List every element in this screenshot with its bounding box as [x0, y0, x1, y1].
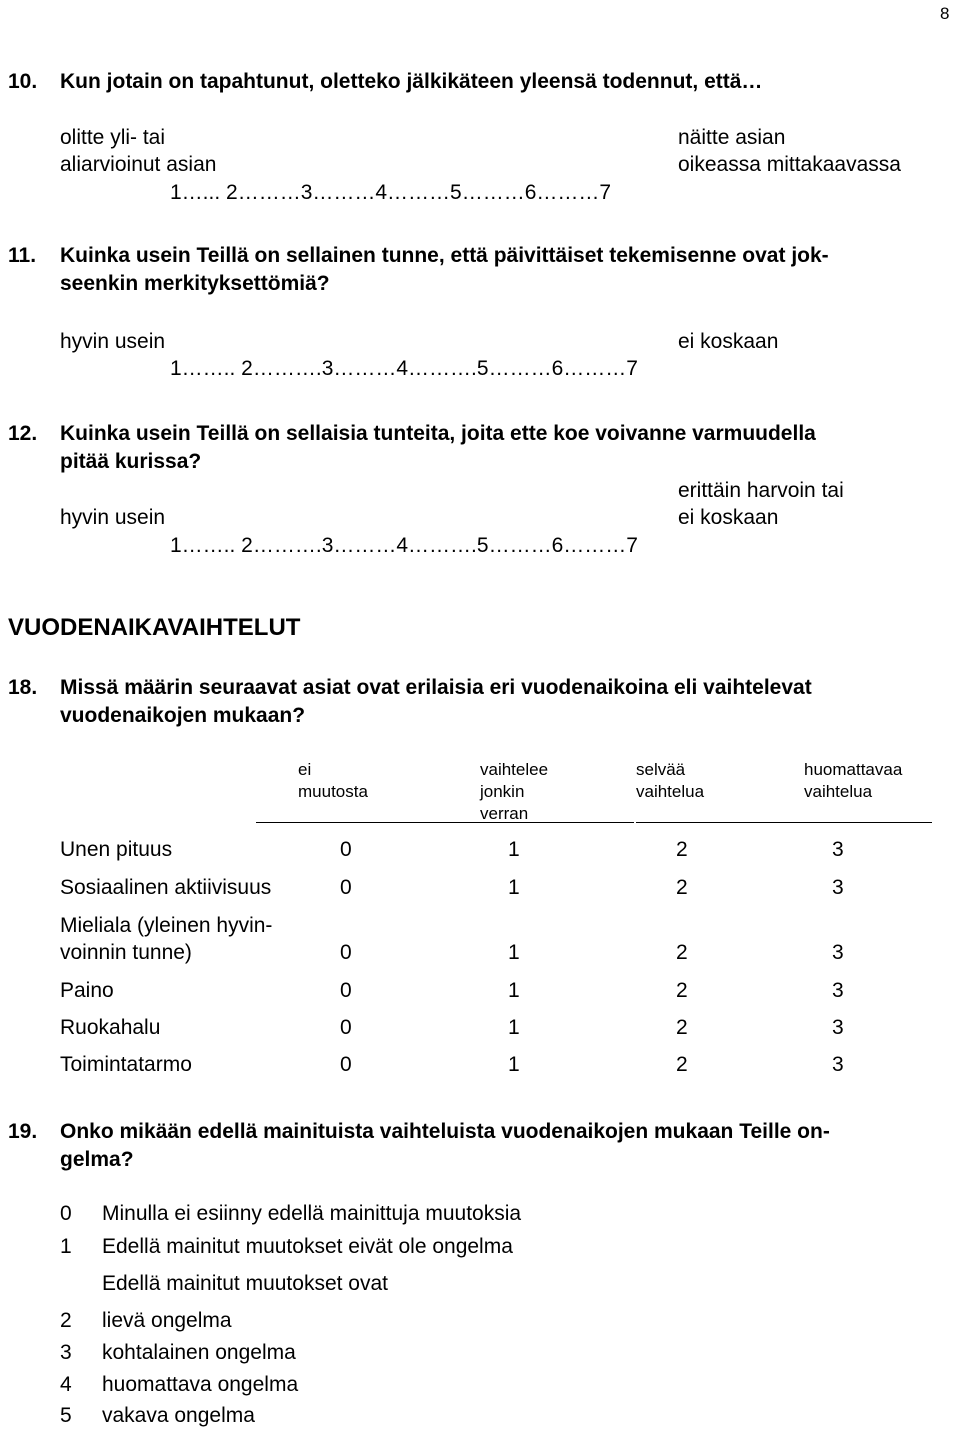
question-text: pitää kurissa? — [60, 450, 202, 473]
rating-option[interactable]: 2 — [676, 838, 688, 861]
rating-option[interactable]: 0 — [340, 941, 352, 964]
question-text: Kuinka usein Teillä on sellaisia tunteita, joita ette koe voivanne varmuudella — [60, 422, 816, 445]
scale-left-label: hyvin usein — [60, 506, 166, 529]
row-label: Unen pituus — [60, 838, 173, 861]
rating-option[interactable]: 1 — [508, 838, 520, 861]
option-text: lievä ongelma — [102, 1309, 232, 1332]
rating-option[interactable]: 2 — [676, 979, 688, 1002]
rating-option[interactable]: 0 — [340, 838, 352, 861]
scale-right-label: näitte asian — [678, 126, 786, 149]
column-header-line: ei — [298, 760, 312, 779]
option-text: kohtalainen ongelma — [102, 1341, 296, 1364]
question-text: gelma? — [60, 1148, 134, 1171]
option-text: Minulla ei esiinny edellä mainittuja muutoksia — [102, 1202, 522, 1225]
rating-option[interactable]: 2 — [676, 1053, 688, 1076]
rating-scale[interactable]: 1…….. 2……….3………4……….5………6………7 — [170, 357, 638, 380]
rating-option[interactable]: 3 — [832, 979, 844, 1002]
option-code[interactable]: 1 — [60, 1235, 72, 1258]
option-text: Edellä mainitut muutokset eivät ole ongelma — [102, 1235, 513, 1258]
column-header-line: vaihtelua — [636, 782, 705, 801]
question-number: 10. — [8, 70, 38, 93]
question-number: 11. — [8, 244, 37, 267]
column-header-line: vaihtelua — [804, 782, 873, 801]
column-header-some-variation — [480, 759, 548, 825]
column-header-considerable-variation — [804, 759, 902, 803]
option-text: huomattava ongelma — [102, 1373, 299, 1396]
option-code[interactable]: 0 — [60, 1202, 72, 1225]
scale-right-label: ei koskaan — [678, 330, 779, 353]
rating-option[interactable]: 1 — [508, 876, 520, 899]
row-label: Toimintatarmo — [60, 1053, 192, 1076]
row-label: Mieliala (yleinen hyvin- — [60, 914, 273, 937]
rating-scale[interactable]: 1…... 2………3………4………5………6………7 — [170, 181, 612, 204]
rating-option[interactable]: 0 — [340, 979, 352, 1002]
section-heading: VUODENAIKAVAIHTELUT — [8, 614, 301, 641]
column-header-line: vaihtelee — [480, 760, 549, 779]
scale-right-label: oikeassa mittakaavassa — [678, 153, 901, 176]
question-number: 12. — [8, 422, 38, 445]
header-underline — [256, 822, 466, 823]
rating-scale[interactable]: 1…….. 2……….3………4……….5………6………7 — [170, 534, 638, 557]
question-text: seenkin merkityksettömiä? — [60, 272, 330, 295]
rating-option[interactable]: 3 — [832, 876, 844, 899]
option-code[interactable]: 4 — [60, 1373, 72, 1396]
scale-right-label: ei koskaan — [678, 506, 779, 529]
option-code[interactable]: 5 — [60, 1404, 72, 1427]
rating-option[interactable]: 0 — [340, 1016, 352, 1039]
rating-option[interactable]: 2 — [676, 1016, 688, 1039]
rating-option[interactable]: 1 — [508, 1016, 520, 1039]
rating-option[interactable]: 2 — [676, 941, 688, 964]
option-code[interactable]: 3 — [60, 1341, 72, 1364]
header-underline — [466, 822, 634, 823]
scale-right-label: erittäin harvoin tai — [678, 479, 844, 502]
column-header-line: jonkin — [480, 782, 525, 801]
rating-option[interactable]: 1 — [508, 941, 520, 964]
scale-left-label: hyvin usein — [60, 330, 166, 353]
rating-option[interactable]: 3 — [832, 838, 844, 861]
rating-option[interactable]: 2 — [676, 876, 688, 899]
column-header-line: muutosta — [298, 782, 368, 801]
row-label: Ruokahalu — [60, 1016, 161, 1039]
column-header-line: huomattavaa — [804, 760, 903, 779]
header-underline — [804, 822, 932, 823]
question-text: vuodenaikojen mukaan? — [60, 704, 306, 727]
option-code[interactable]: 2 — [60, 1309, 72, 1332]
question-number: 19. — [8, 1120, 38, 1143]
rating-option[interactable]: 3 — [832, 941, 844, 964]
header-underline — [636, 822, 804, 823]
option-text: Edellä mainitut muutokset ovat — [102, 1272, 388, 1295]
rating-option[interactable]: 3 — [832, 1016, 844, 1039]
column-header-line: selvää — [636, 760, 686, 779]
scale-left-label: aliarvioinut asian — [60, 153, 217, 176]
question-text: Missä määrin seuraavat asiat ovat erilaisia eri vuodenaikoina eli vaihtelevat — [60, 676, 812, 699]
row-label: Sosiaalinen aktiivisuus — [60, 876, 272, 899]
page-number: 8 — [940, 4, 950, 23]
rating-option[interactable]: 1 — [508, 1053, 520, 1076]
option-text: vakava ongelma — [102, 1404, 255, 1427]
question-number: 18. — [8, 676, 38, 699]
rating-option[interactable]: 0 — [340, 876, 352, 899]
row-label: Paino — [60, 979, 114, 1002]
question-text: Onko mikään edellä mainituista vaihteluista vuodenaikojen mukaan Teille on- — [60, 1120, 830, 1143]
question-text: Kuinka usein Teillä on sellainen tunne, että päivittäiset tekemisenne ovat jok- — [60, 244, 829, 267]
column-header-clear-variation — [636, 759, 704, 803]
row-label: voinnin tunne) — [60, 941, 192, 964]
column-header-line: verran — [480, 804, 529, 823]
rating-option[interactable]: 3 — [832, 1053, 844, 1076]
column-header-no-change — [298, 759, 368, 803]
rating-option[interactable]: 1 — [508, 979, 520, 1002]
scale-left-label: olitte yli- tai — [60, 126, 166, 149]
question-text: Kun jotain on tapahtunut, oletteko jälkikäteen yleensä todennut, että… — [60, 70, 763, 93]
rating-option[interactable]: 0 — [340, 1053, 352, 1076]
